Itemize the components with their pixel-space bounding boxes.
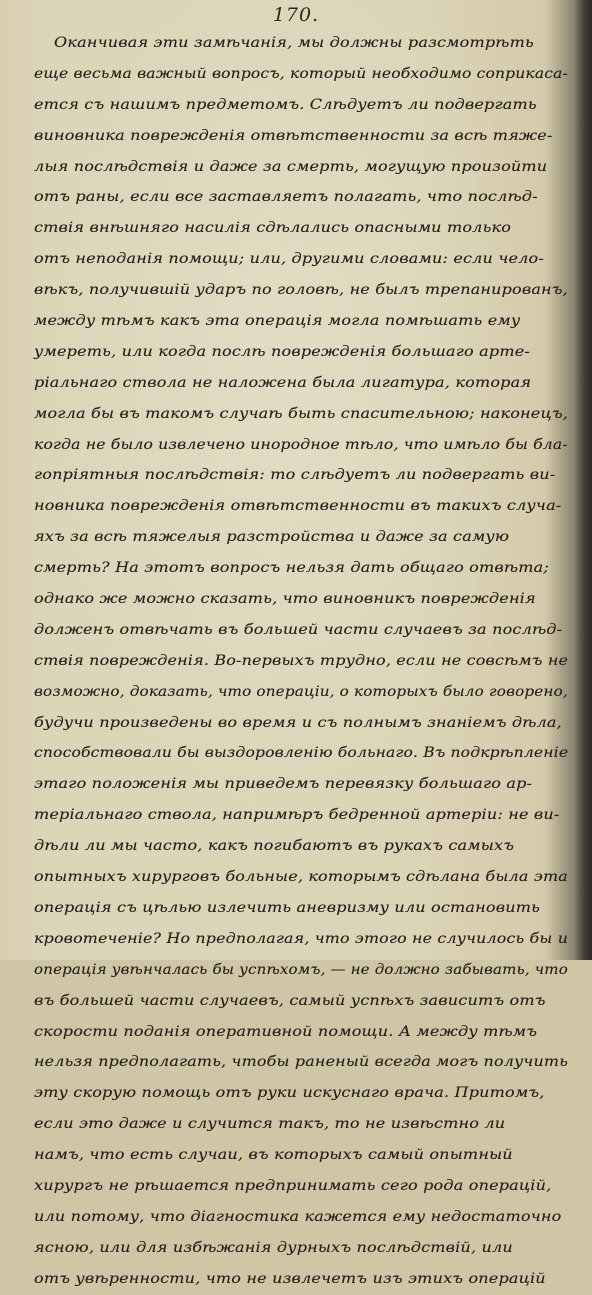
text-line: ствія внѣшняго насилія сдѣлались опасными только <box>34 220 512 237</box>
text-line: намъ, что есть случаи, въ которыхъ самый опытный <box>34 1147 513 1164</box>
text-line: новника поврежденія отвѣтственности въ такихъ случа- <box>34 498 562 515</box>
text-line: отъ неподанія помощи; или, другими словами: если чело- <box>34 251 544 268</box>
text-line: или потому, что діагностика кажется ему недостаточно <box>34 1208 562 1225</box>
text-line: лыя послѣдствія и даже за смерть, могущую произойти <box>34 158 548 175</box>
page-number: 170. <box>272 4 320 26</box>
text-line: нельзя предполагать, чтобы раненый всегда могъ получить <box>34 1054 569 1071</box>
text-line: ется съ нашимъ предметомъ. Слѣдуетъ ли подвергать <box>34 96 537 113</box>
handwritten-text-block <box>34 28 568 1295</box>
binding-shadow <box>574 0 592 960</box>
text-line: операція увѣнчалась бы успѣхомъ, — не должно забывать, что <box>34 961 568 978</box>
text-line: эту скорую помощь отъ руки искуснаго врача. Притомъ, <box>34 1085 545 1102</box>
text-line: ясною, или для избѣжанія дурныхъ послѣдствій, или <box>34 1239 513 1256</box>
text-line: яхъ за всѣ тяжелыя разстройства и даже за самую <box>34 529 510 546</box>
text-line: дѣли ли мы часто, какъ погибаютъ въ рукахъ самыхъ <box>34 838 515 855</box>
text-line: въ большей части случаевъ, самый успѣхъ зависитъ отъ <box>34 992 546 1009</box>
text-line: между тѣмъ какъ эта операція могла помѣшать ему <box>34 313 521 330</box>
text-line: ріальнаго ствола не наложена была лигатура, которая <box>34 374 532 391</box>
text-line: однако же можно сказать, что виновникъ поврежденія <box>34 591 536 608</box>
text-line: виновника поврежденія отвѣтственности за всѣ тяже- <box>34 127 553 144</box>
text-line: возможно, доказать, что операціи, о которыхъ было говорено, <box>34 683 568 700</box>
text-line: гопріятныя послѣдствія: то слѣдуетъ ли подвергать ви- <box>34 467 556 484</box>
text-line: скорости поданія оперативной помощи. А между тѣмъ <box>34 1023 538 1040</box>
text-line: этаго положенія мы приведемъ перевязку большаго ар- <box>34 776 533 793</box>
text-line: операція съ цѣлью излечить аневризму или остановить <box>34 899 541 916</box>
text-line: умереть, или когда послѣ поврежденія большаго арте- <box>34 343 530 360</box>
text-line: отъ раны, если все заставляетъ полагать, что послѣд- <box>34 189 538 206</box>
text-line: долженъ отвѣчать въ большей части случаевъ за послѣд- <box>34 621 563 638</box>
text-line: когда не было извлечено инородное тѣло, что имѣло бы бла- <box>34 436 568 453</box>
text-line: теріальнаго ствола, напримѣръ бедренной артеріи: не ви- <box>34 807 560 824</box>
text-line: Оканчивая эти замѣчанія, мы должны разсмотрѣть <box>54 35 534 51</box>
text-line: ствія поврежденія. Во-первыхъ трудно, если не совсѣмъ не <box>34 652 569 669</box>
text-line: кровотеченіе? Но предполагая, что этого не случилось бы и <box>34 930 569 947</box>
text-line: могла бы въ такомъ случаѣ быть спасительною; наконецъ, <box>34 405 568 422</box>
text-line: хирургъ не рѣшается предпринимать сего рода операцій, <box>34 1177 552 1194</box>
text-line: если это даже и случится такъ, то не извѣстно ли <box>34 1116 506 1133</box>
text-line: отъ увѣренности, что не извлечетъ изъ этихъ операцій <box>34 1270 546 1287</box>
text-line: способствовали бы выздоровленію больнаго. Въ подкрѣпленіе <box>34 745 569 762</box>
text-line: еще весьма важный вопросъ, который необходимо соприкаса- <box>34 65 568 82</box>
text-line: опытныхъ хирурговъ больные, которымъ сдѣлана была эта <box>34 869 568 886</box>
text-line: вѣкъ, получившій ударъ по головѣ, не былъ трепанированъ, <box>34 282 568 299</box>
text-line: будучи произведены во время и съ полнымъ знаніемъ дѣла, <box>34 714 562 731</box>
text-line: смерть? На этотъ вопросъ нельзя дать общаго отвѣта; <box>34 560 549 577</box>
